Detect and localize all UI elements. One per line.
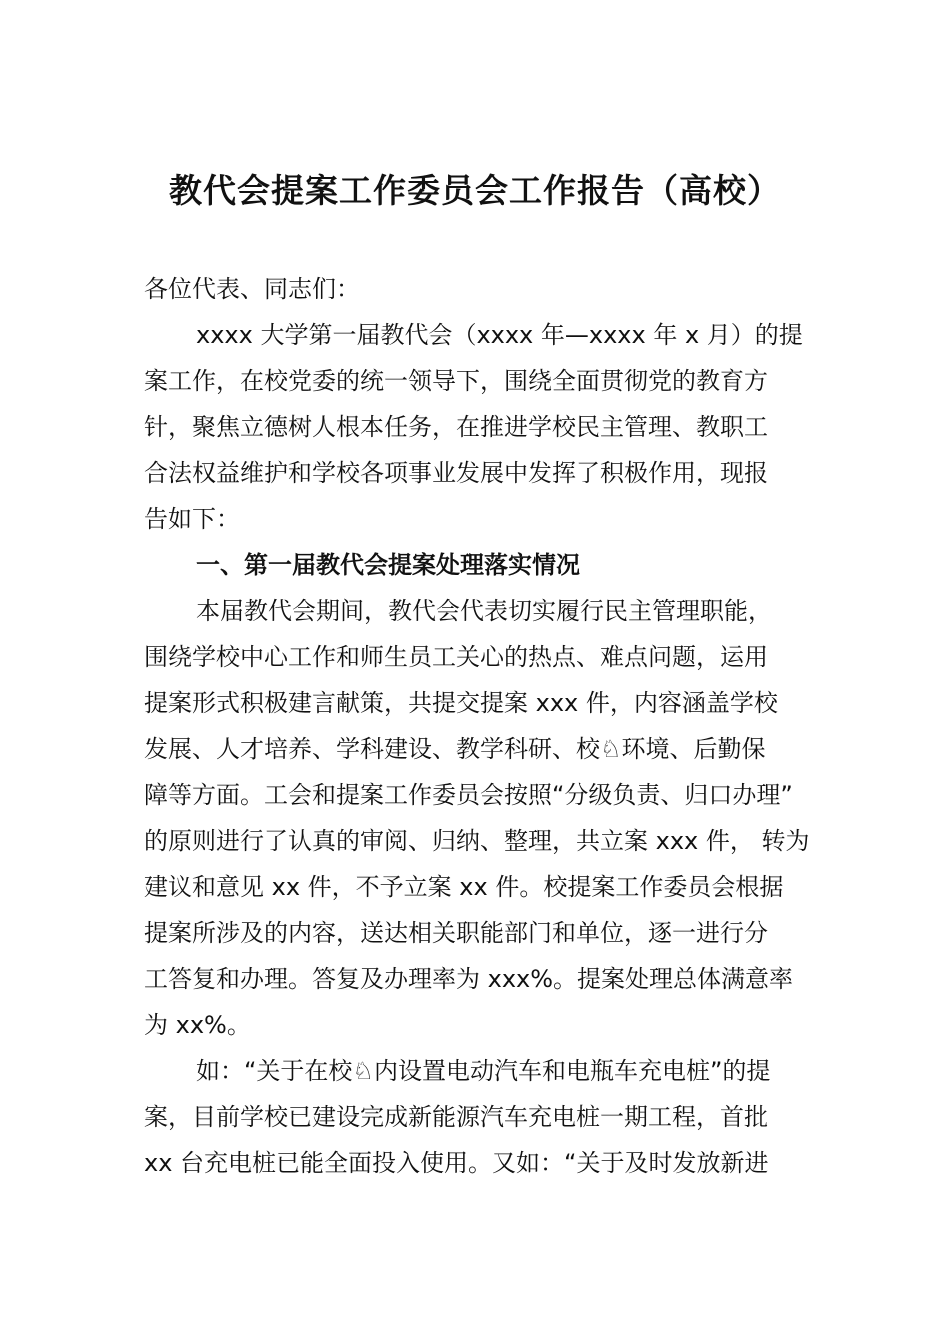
paragraph-line: 告如下： bbox=[144, 505, 240, 533]
paragraph-line: 针，聚焦立德树人根本任务，在推进学校民主管理、教职工 bbox=[144, 413, 768, 441]
paragraph-line: 如：“关于在校♘内设置电动汽车和电瓶车充电桩”的提 bbox=[196, 1057, 771, 1085]
paragraph-line: 障等方面。工会和提案工作委员会按照“分级负责、归口办理” bbox=[144, 781, 793, 809]
paragraph-line: 提案形式积极建言献策，共提交提案 xxx 件，内容涵盖学校 bbox=[144, 689, 778, 717]
paragraph-line: xxxx 大学第一届教代会（xxxx 年—xxxx 年 x 月）的提 bbox=[196, 321, 803, 349]
section-heading: 一、第一届教代会提案处理落实情况 bbox=[196, 551, 580, 579]
paragraph-line: 为 xx%。 bbox=[144, 1011, 251, 1039]
paragraph-line: 案工作，在校党委的统一领导下，围绕全面贯彻党的教育方 bbox=[144, 367, 768, 395]
paragraph-line: 案，目前学校已建设完成新能源汽车充电桩一期工程，首批 bbox=[144, 1103, 768, 1131]
paragraph-line: xx 台充电桩已能全面投入使用。又如：“关于及时发放新进 bbox=[144, 1149, 769, 1177]
paragraph-line: 本届教代会期间，教代会代表切实履行民主管理职能， bbox=[196, 597, 772, 625]
paragraph-line: 工答复和办理。答复及办理率为 xxx%。提案处理总体满意率 bbox=[144, 965, 794, 993]
document-body bbox=[144, 266, 814, 1186]
paragraph-line: 发展、人才培养、学科建设、教学科研、校♘环境、后勤保 bbox=[144, 735, 766, 763]
paragraph-line: 建议和意见 xx 件，不予立案 xx 件。校提案工作委员会根据 bbox=[144, 873, 784, 901]
document-title: 教代会提案工作委员会工作报告（高校） bbox=[169, 171, 781, 210]
salutation: 各位代表、同志们： bbox=[144, 275, 360, 303]
paragraph-line: 提案所涉及的内容，送达相关职能部门和单位，逐一进行分 bbox=[144, 919, 768, 947]
paragraph-line: 合法权益维护和学校各项事业发展中发挥了积极作用，现报 bbox=[144, 459, 768, 487]
paragraph-line: 的原则进行了认真的审阅、归纳、整理，共立案 xxx 件， 转为 bbox=[144, 827, 810, 855]
paragraph-line: 围绕学校中心工作和师生员工关心的热点、难点问题，运用 bbox=[144, 643, 768, 671]
